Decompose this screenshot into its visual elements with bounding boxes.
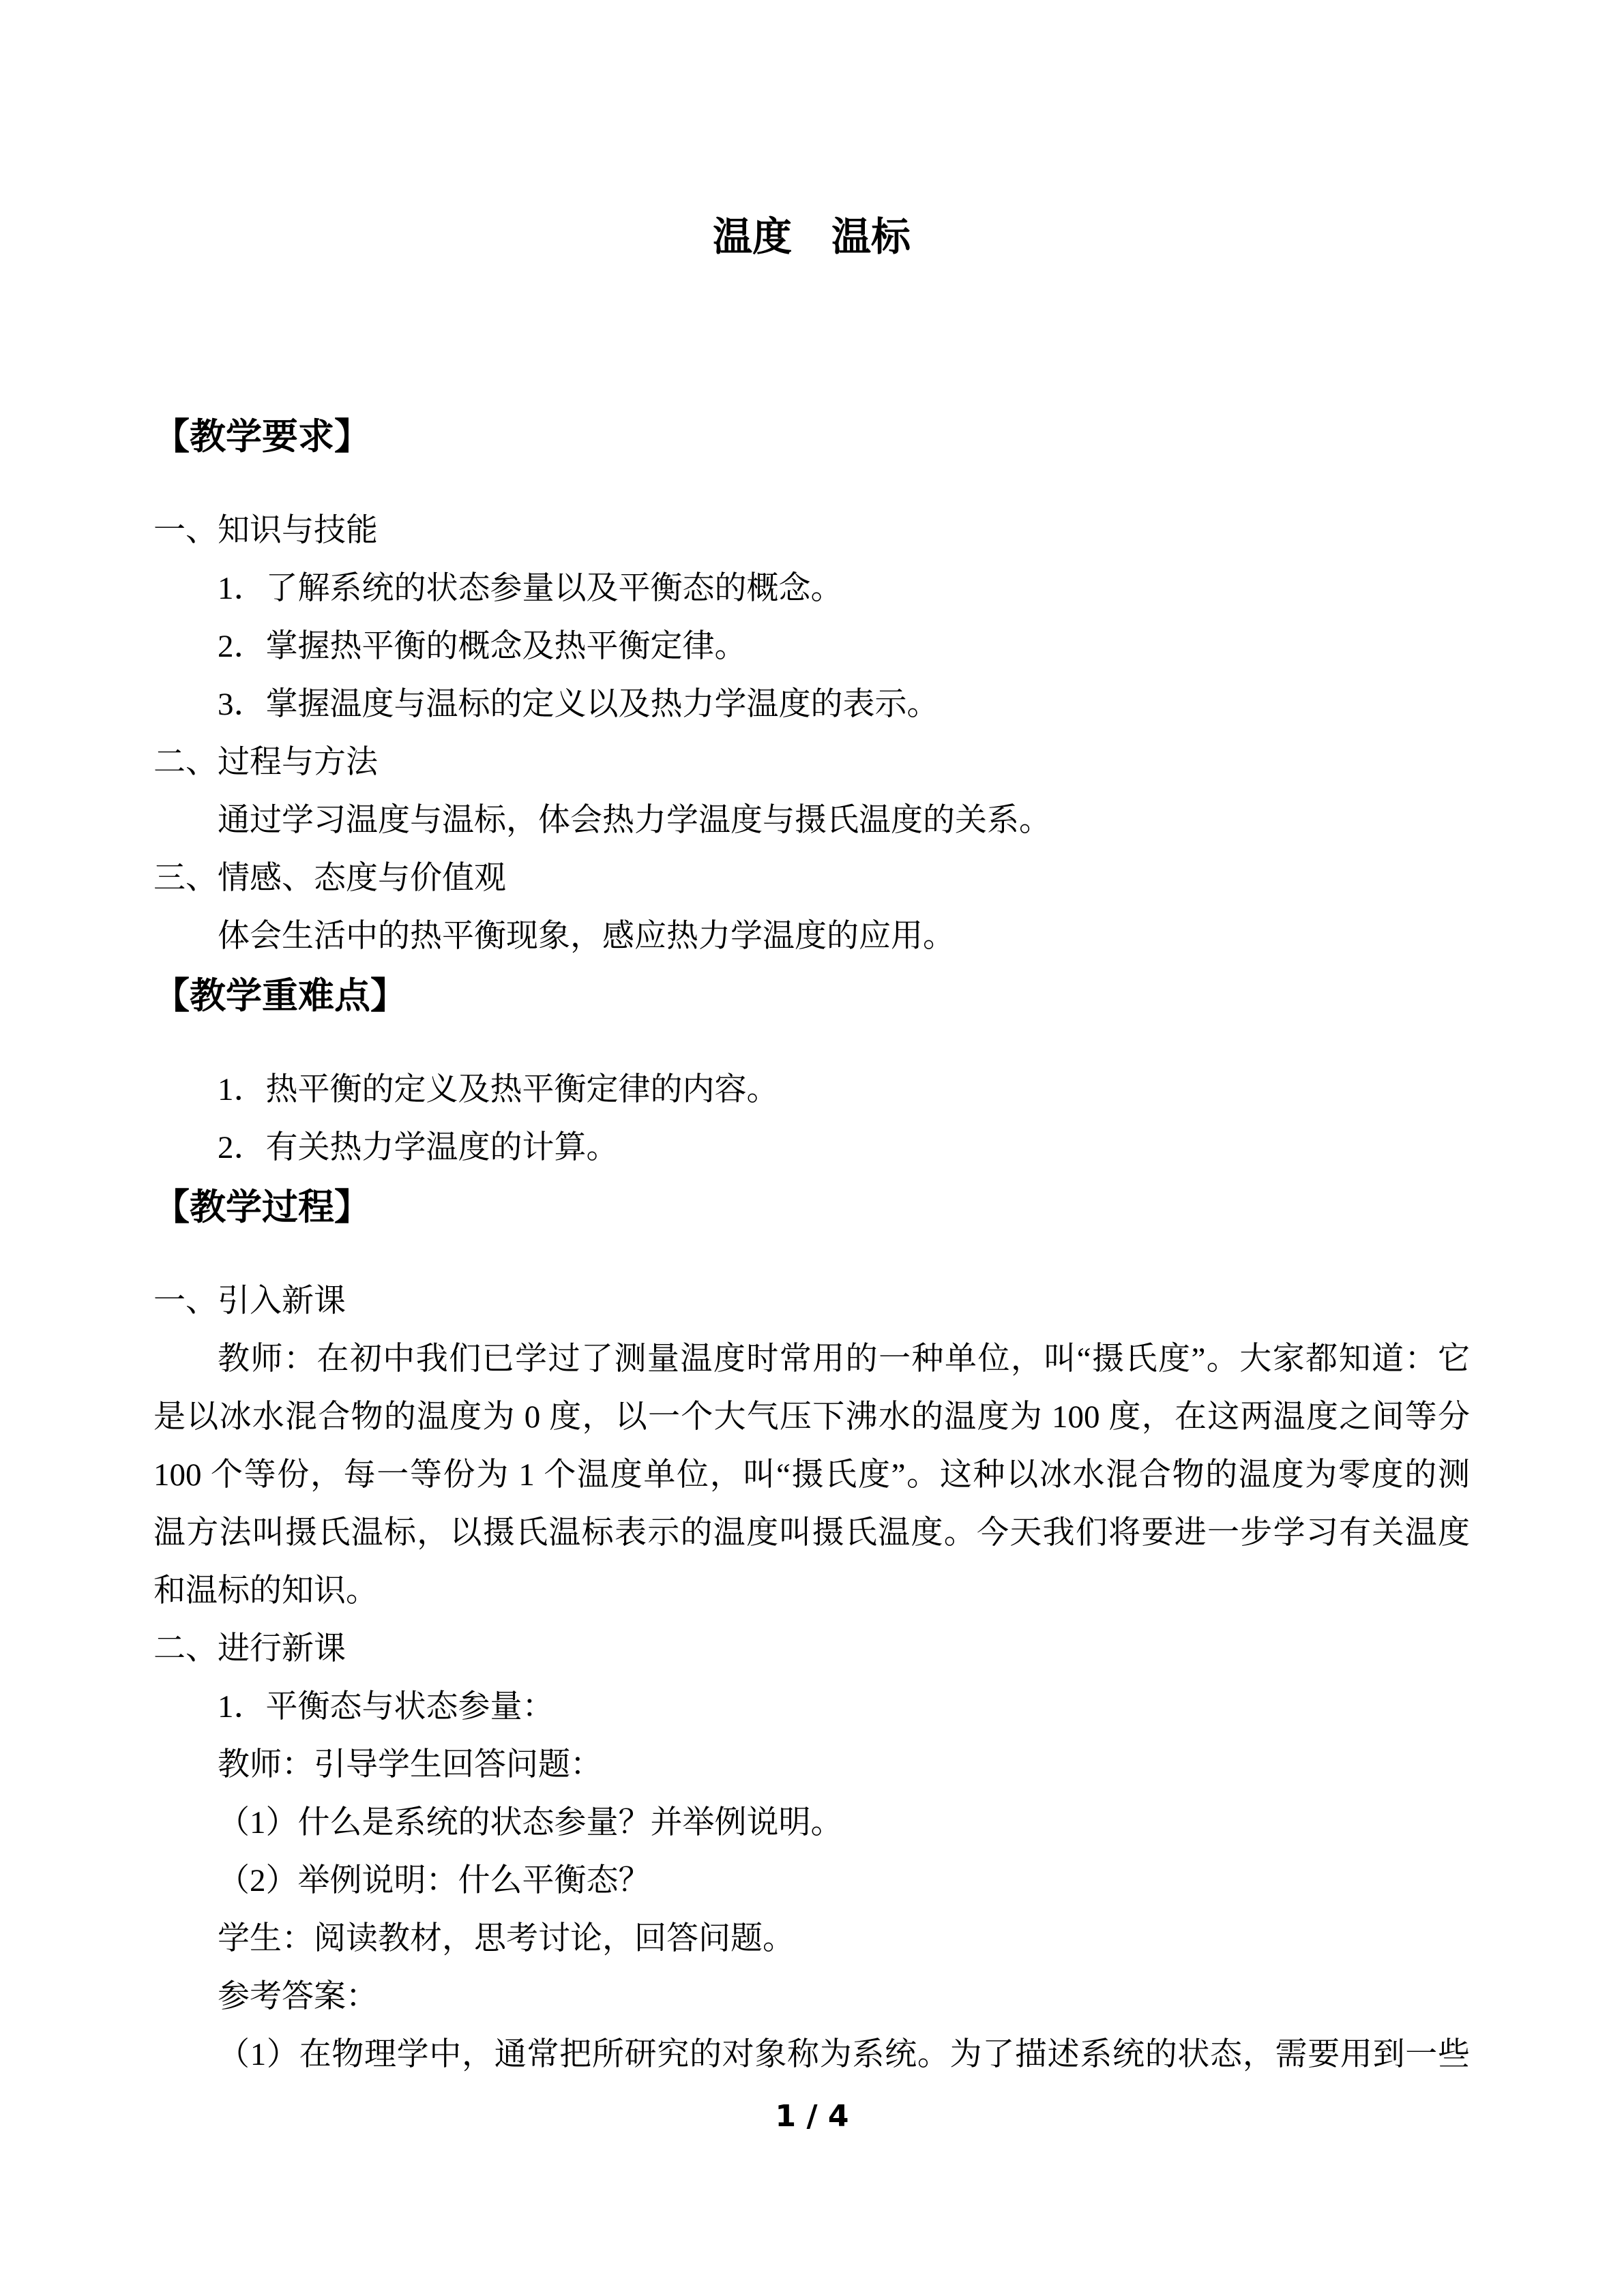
document-body — [153, 205, 1470, 2084]
doc-line: 参考答案： — [218, 1979, 378, 2014]
section-heading: 【教学要求】 — [153, 417, 370, 457]
doc-line: 体会生活中的热平衡现象，感应热力学温度的应用。 — [218, 919, 955, 954]
document-title: 温度 温标 — [712, 215, 911, 259]
page-number: 1 / 4 — [775, 2099, 849, 2134]
doc-line: 2．掌握热平衡的概念及热平衡定律。 — [218, 629, 747, 664]
doc-line: 3．掌握温度与温标的定义以及热力学温度的表示。 — [218, 687, 939, 722]
doc-line: 100 个等份，每一等份为 1 个温度单位，叫“摄氏度”。这种以冰水混合物的温度为零度的测 — [153, 1457, 1470, 1493]
doc-line: 温方法叫摄氏温标，以摄氏温标表示的温度叫摄氏温度。今天我们将要进一步学习有关温度 — [153, 1515, 1470, 1551]
doc-line: 1．热平衡的定义及热平衡定律的内容。 — [218, 1072, 779, 1107]
doc-line: （1）什么是系统的状态参量？并举例说明。 — [218, 1805, 843, 1840]
doc-line: 2．有关热力学温度的计算。 — [218, 1130, 619, 1165]
doc-line: 和温标的知识。 — [153, 1573, 378, 1609]
doc-line: 1．平衡态与状态参量： — [218, 1689, 555, 1725]
doc-line: 是以冰水混合物的温度为 0 度，以一个大气压下沸水的温度为 100 度，在这两温度之间等分 — [153, 1399, 1470, 1435]
doc-line: 学生：阅读教材，思考讨论，回答问题。 — [218, 1921, 795, 1956]
doc-line: 一、知识与技能 — [153, 513, 378, 548]
doc-line: 一、引入新课 — [153, 1283, 346, 1319]
doc-line: 教师：在初中我们已学过了测量温度时常用的一种单位，叫“摄氏度”。大家都知道：它 — [218, 1341, 1470, 1377]
doc-line: 三、情感、态度与价值观 — [153, 861, 506, 896]
section-heading: 【教学过程】 — [153, 1188, 370, 1227]
doc-line: 通过学习温度与温标，体会热力学温度与摄氏温度的关系。 — [218, 803, 1051, 838]
doc-line: （1）在物理学中，通常把所研究的对象称为系统。为了描述系统的状态，需要用到一些 — [218, 2037, 1470, 2072]
doc-line: 二、过程与方法 — [153, 745, 378, 780]
doc-line: 教师：引导学生回答问题： — [218, 1747, 602, 1783]
doc-line: 二、进行新课 — [153, 1631, 346, 1667]
doc-line: 1．了解系统的状态参量以及平衡态的概念。 — [218, 571, 843, 606]
section-heading: 【教学重难点】 — [153, 976, 407, 1016]
doc-line: （2）举例说明：什么平衡态？ — [218, 1863, 651, 1898]
